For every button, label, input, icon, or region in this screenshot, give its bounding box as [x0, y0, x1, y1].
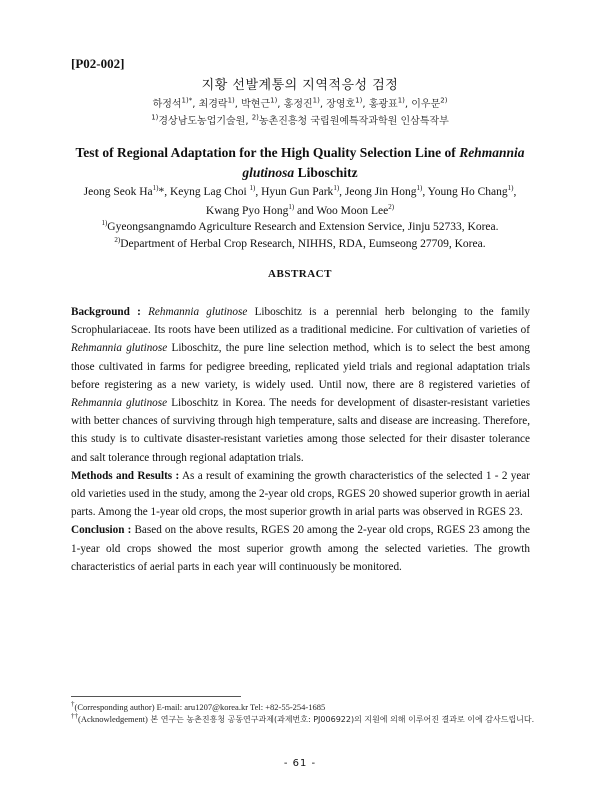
author-name: 홍광표: [368, 99, 398, 110]
footnote-corresponding: †(Corresponding author) E-mail: aru1207@korea.kr Tel: +82-55-254-1685: [71, 700, 326, 712]
author-sup: 1): [507, 184, 514, 193]
author-name: 장영호: [326, 99, 356, 110]
background-text: [71, 306, 530, 464]
conclusion-paragraph: [71, 521, 530, 576]
aff-sup: 2): [251, 113, 259, 122]
author-sup: 1): [152, 184, 159, 193]
author-name: 박현근: [241, 99, 271, 110]
abstract-code: [P02-002]: [71, 56, 125, 71]
methods-label: Methods and Results :: [71, 469, 180, 482]
author-sup: 2): [388, 203, 395, 212]
author-sup: 1): [270, 96, 278, 105]
author-name: Kwang Pyo Hong: [205, 205, 289, 217]
aff-sup: 1): [151, 113, 159, 122]
author-name: Woo Moon Lee: [316, 205, 389, 217]
author-name: 최경락: [198, 99, 228, 110]
author-name: Young Ho Chang: [427, 186, 508, 198]
author-name: Keyng Lag Choi: [169, 186, 250, 198]
korean-affiliation-2: 농촌진흥청 국립원예특작과학원 인삼특작부: [258, 116, 449, 127]
text-segment: Liboschitz is a perennial herb belonging to the family Scrophulariaceae. Its roots have been utilized as a traditional medicine. For cultivation of varieties of: [71, 306, 531, 337]
author-sup: 2): [440, 96, 448, 105]
korean-title: 지황 선발계통의 지역적응성 검정: [201, 78, 399, 93]
author-sup: 1): [227, 96, 235, 105]
conclusion-label: Conclusion :: [71, 524, 132, 537]
author-name: 홍정진: [283, 99, 313, 110]
abstract-body: [71, 303, 530, 576]
author-name: Jeong Jin Hong: [344, 186, 417, 198]
author-sup: 1)*: [181, 96, 193, 105]
author-name: Hyun Gun Park: [261, 186, 334, 198]
english-affiliation-2: $^{2)}$Department of Herbal Crop Research, NIHHS, RDA, Eumseong 27709, Korea.: [114, 236, 486, 250]
author-separator: ,: [339, 186, 345, 198]
footnote-divider: [71, 696, 241, 697]
abstract-heading: ABSTRACT: [268, 268, 332, 280]
korean-affiliation-1: 경상남도농업기술원,: [158, 116, 249, 127]
background-label: Background :: [71, 306, 141, 318]
species-name: Rehmannia glutinose: [148, 306, 248, 318]
author-sup: 1): [416, 184, 423, 193]
english-affiliation-1: $^{1)}$Gyeongsangnamdo Agriculture Research and Extension Service, Jinju 52733, Korea.: [101, 219, 499, 233]
text-segment: Liboschitz, the pure line selection method, which is to select the best among those cultivated in farms for pedigree breeding, replicated yield trials and regional adaptation trials before registering as a new variety, is widely used. Until now, there are 8 registered varieties of: [71, 342, 530, 391]
author-name: 하정석: [152, 99, 182, 110]
author-separator: ,: [513, 186, 517, 198]
conclusion-text: Based on the above results, RGES 20 among the 2-year old crops, RGES 23 among the 1-year old crops showed the most superior growth among the selected varieties. The growth characteristics of aerial parts in each year will continuously be monitored.: [71, 524, 530, 573]
author-separator: *,: [158, 186, 170, 198]
author-sup: 1): [333, 184, 340, 193]
author-sup: 1): [312, 96, 320, 105]
author-sup: 1): [355, 96, 363, 105]
text-segment: [141, 306, 148, 318]
background-paragraph: [71, 303, 530, 467]
author-name: 이우문: [411, 99, 441, 110]
english-title: Test of Regional Adaptation for the High Quality Selection Line of Rehmannia glutinosa Liboschitz: [75, 145, 525, 180]
author-name: Jeong Seok Ha: [83, 186, 153, 198]
author-sup: 1): [397, 96, 405, 105]
text-segment: Liboschitz in Korea. The needs for development of disaster-resistant varieties with better chances of surviving through high temperature, salts and disease are increasing. Therefore, this study is to cultivate disaster-resistant varieties among those selected for their disaster tolerance and salt tolerance through regional adaptation trials.: [71, 397, 530, 464]
author-sup: 1): [288, 203, 295, 212]
methods-text: As a result of examining the growth characteristics of the selected 1 - 2 year old varieties used in the study, among the 2-year old crops, RGES 20 showed superior growth in aerial parts. Among the 1-year old crops, the most superior growth in arial parts was observed in RGES 23.: [71, 469, 530, 519]
species-name: Rehmannia glutinose: [71, 342, 168, 355]
page-number: - 61 -: [283, 758, 317, 769]
author-separator: ,: [255, 186, 262, 198]
korean-authors: 하정석$^{1)*}$, 최경락$^{1)}$, 박현근$^{1)}$, 홍정진$^{1)}$, 장영호$^{1)}$, 홍광표$^{1)}$, 이우문$^{2)}$: [152, 96, 448, 110]
korean-affiliations: [0, 112, 600, 127]
author-separator: and: [294, 205, 317, 217]
english-authors: [70, 183, 530, 221]
author-sup: 1): [249, 184, 256, 193]
species-name: Rehmannia glutinose: [71, 397, 168, 410]
author-separator: ,: [422, 186, 428, 198]
methods-paragraph: [71, 467, 530, 522]
footnote-acknowledgement: ††(Acknowledgement) 본 연구는 농촌진흥청 공동연구과제(과제번호: PJ006922)의 지원에 의해 이루어진 결과로 이에 감사드립니다.: [71, 712, 535, 724]
